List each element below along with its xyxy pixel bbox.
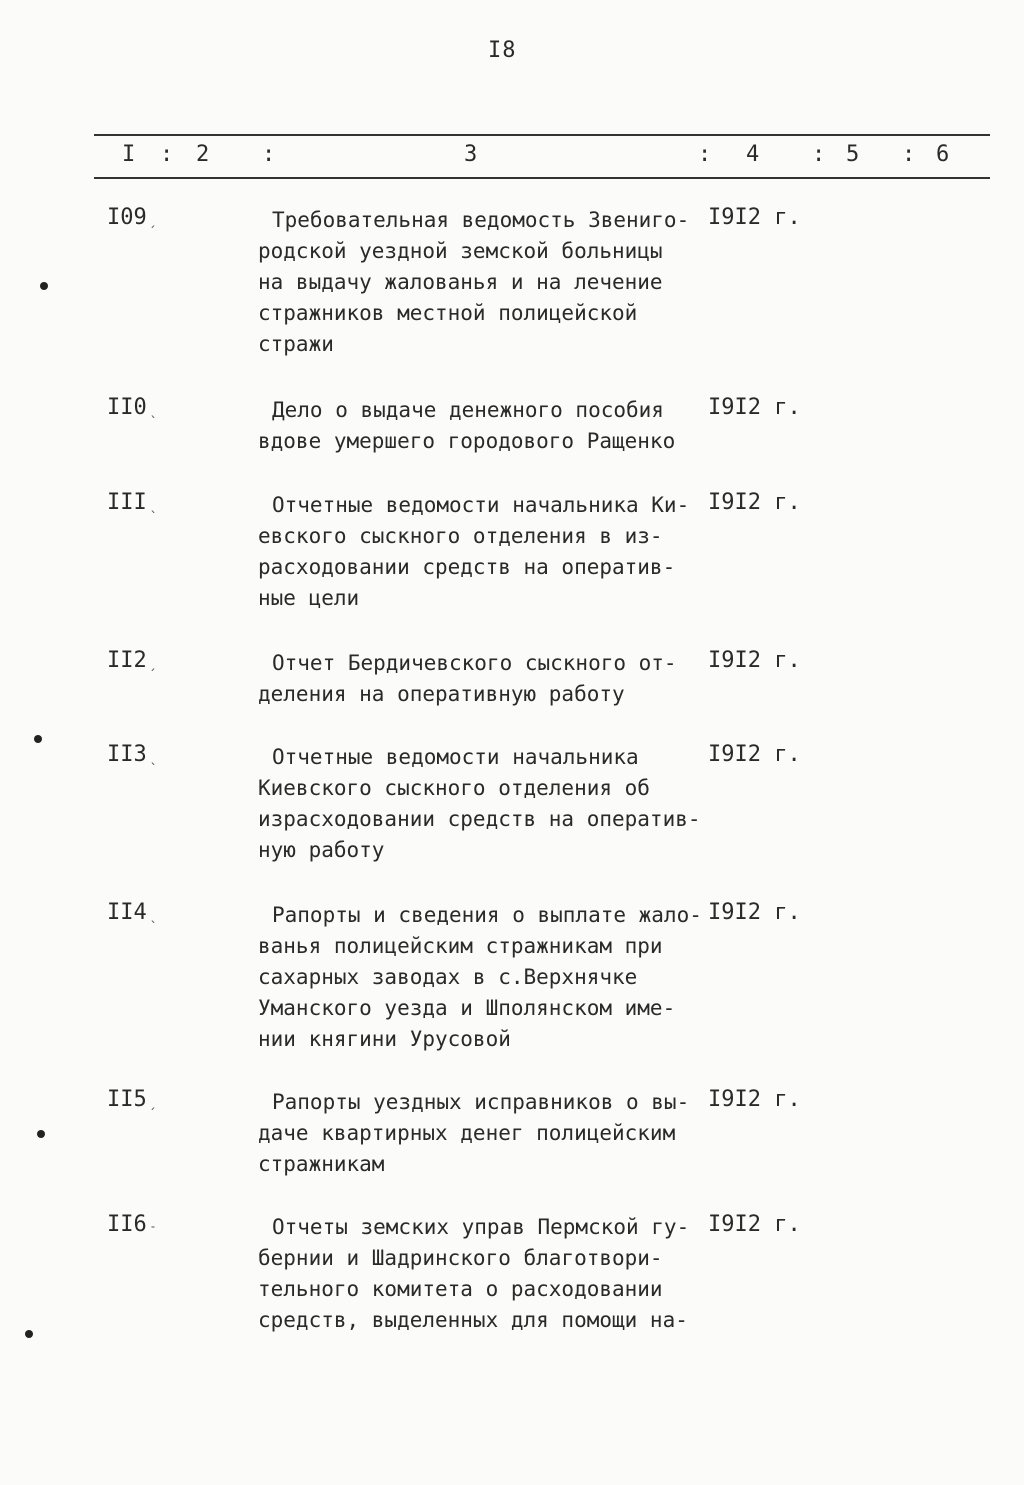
check-mark-icon: ˏ [148,212,158,228]
description-line: стражникам [258,1152,385,1176]
description-line: Рапорты уездных исправников о вы- [272,1090,690,1114]
item-number-text: I09 [107,205,147,230]
item-description [258,900,708,1055]
item-number [107,900,157,925]
check-mark-icon: ˏ [148,655,158,671]
description-line: ванья полицейским стражникам при [258,934,663,958]
punch-hole-mark [37,1130,45,1138]
description-line: сахарных заводах в с.Верхнячке [258,965,638,989]
description-line: тельного комитета о расходовании [258,1277,663,1301]
description-line: Рапорты и сведения о выплате жало- [272,903,702,927]
item-number-text: II3 [107,742,147,767]
punch-hole-mark [25,1330,33,1338]
header-sep: : [160,142,174,167]
check-mark-icon: ˎ [148,907,158,923]
description-line: ные цели [258,586,360,610]
header-sep: : [698,142,712,167]
description-line: средств, выделенных для помощи на- [258,1308,688,1332]
header-rule-bottom [94,177,990,179]
item-date: I9I2 г. [708,1212,801,1237]
header-sep: : [902,142,916,167]
header-col-6: 6 [936,142,950,167]
header-col-3: 3 [464,142,478,167]
item-number-text: III [107,490,147,515]
header-sep: : [262,142,276,167]
item-number [107,490,157,515]
item-date: I9I2 г. [708,1087,801,1112]
item-description [258,1087,708,1180]
description-line: расходовании средств на оператив- [258,555,676,579]
punch-hole-mark [40,282,48,290]
check-mark-icon: ˎ [148,749,158,765]
punch-hole-mark [34,735,42,743]
description-line: деления на оперативную работу [258,682,625,706]
description-line: родской уездной земской больницы [258,239,663,263]
description-line: Киевского сыскного отделения об [258,776,650,800]
header-rule-top [94,134,990,136]
item-number-text: II4 [107,900,147,925]
item-number [107,1212,157,1237]
item-number [107,1087,157,1112]
item-date: I9I2 г. [708,395,801,420]
header-col-2: 2 [196,142,210,167]
description-line: стражи [258,332,334,356]
item-description [258,395,708,457]
description-line: Отчетные ведомости начальника [272,745,639,769]
description-line: Отчет Бердичевского сыскного от- [272,651,677,675]
check-mark-icon: ˎ [148,402,158,418]
description-line: евского сыскного отделения в из- [258,524,663,548]
description-line: вдове умершего городового Ращенко [258,429,676,453]
description-line: израсходовании средств на оператив- [258,807,701,831]
description-line: даче квартирных денег полицейским [258,1121,676,1145]
item-number-text: II6 [107,1212,147,1237]
description-line: ную работу [258,838,385,862]
header-sep: : [812,142,826,167]
header-col-4: 4 [746,142,760,167]
description-line: бернии и Шадринского благотвори- [258,1246,663,1270]
item-number-text: II2 [107,648,147,673]
item-number [107,395,157,420]
description-line: на выдачу жалованья и на лечение [258,270,663,294]
column-header [94,142,990,172]
description-line: Отчетные ведомости начальника Ки- [272,493,690,517]
header-col-1: I [122,142,136,167]
item-number-text: II5 [107,1087,147,1112]
item-date: I9I2 г. [708,742,801,767]
item-date: I9I2 г. [708,205,801,230]
item-date: I9I2 г. [708,900,801,925]
item-number [107,205,157,230]
item-number-text: II0 [107,395,147,420]
check-mark-icon: ˎ [148,497,158,513]
item-description [258,648,708,710]
description-line: Отчеты земских управ Пермской гу- [272,1215,690,1239]
item-date: I9I2 г. [708,490,801,515]
item-number [107,648,157,673]
item-date: I9I2 г. [708,648,801,673]
check-mark-icon: ˏ [148,1094,158,1110]
page-number: I8 [488,38,517,63]
item-number [107,742,157,767]
item-description [258,205,708,360]
description-line: стражников местной полицейской [258,301,638,325]
description-line: Требовательная ведомость Звениго- [272,208,690,232]
item-description [258,490,708,614]
item-description [258,1212,708,1336]
description-line: Уманского уезда и Шполянском име- [258,996,676,1020]
item-description [258,742,708,866]
description-line: нии княгини Урусовой [258,1027,511,1051]
description-line: Дело о выдаче денежного пособия [272,398,664,422]
header-col-5: 5 [846,142,860,167]
check-mark-icon: ˗ [148,1219,158,1235]
